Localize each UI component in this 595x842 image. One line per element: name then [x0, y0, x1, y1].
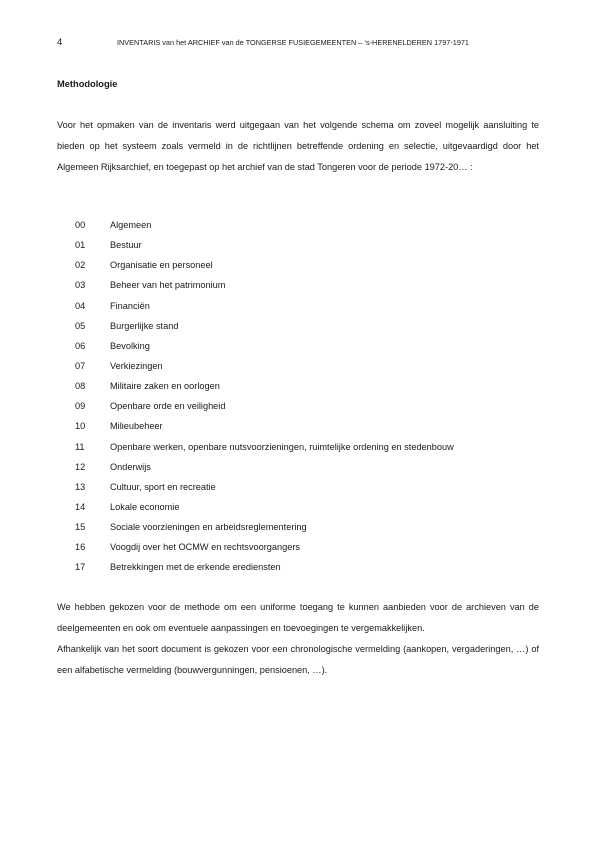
schema-item: [75, 356, 454, 376]
schema-item: [75, 457, 454, 477]
schema-item: [75, 235, 454, 255]
schema-label: Organisatie en personeel: [110, 260, 213, 271]
schema-label: Beheer van het patrimonium: [110, 280, 226, 291]
closing-paragraph: Afhankelijk van het soort document is gekozen voor een chronologische vermelding (aankopen, vergaderingen, …) of een alfabetische vermelding (bouwvergunningen, pensioenen, …).: [57, 644, 539, 675]
schema-code: 13: [75, 481, 86, 492]
schema-code: 12: [75, 461, 86, 472]
schema-item: [75, 275, 454, 295]
schema-item: [75, 557, 454, 577]
schema-item: [75, 396, 454, 416]
schema-label: Betrekkingen met de erkende erediensten: [110, 562, 281, 573]
schema-code: 04: [75, 300, 86, 311]
schema-code: 11: [75, 441, 85, 452]
schema-label: Cultuur, sport en recreatie: [110, 481, 216, 492]
schema-code: 14: [75, 501, 86, 512]
schema-item: [75, 316, 454, 336]
schema-code: 09: [75, 401, 86, 412]
schema-item: [75, 517, 454, 537]
schema-label: Voogdij over het OCMW en rechtsvoorgangers: [110, 542, 300, 553]
schema-label: Milieubeheer: [110, 421, 163, 432]
schema-label: Onderwijs: [110, 461, 151, 472]
schema-label: Lokale economie: [110, 501, 180, 512]
intro-paragraph: Voor het opmaken van de inventaris werd uitgegaan van het volgende schema om zoveel mogelijk aansluiting te bieden op het systeem zoals vermeld in de richtlijnen betreffende ordening en selectie, uitgevaardigd door het Algemeen Rijksarchief, en toegepast op het archief van de stad Tongeren voor de periode 1972-20… :: [57, 120, 539, 172]
schema-label: Bestuur: [110, 240, 142, 251]
schema-item: [75, 437, 454, 457]
schema-list: [75, 215, 454, 578]
schema-label: Sociale voorzieningen en arbeidsreglementering: [110, 522, 307, 533]
schema-label: Openbare werken, openbare nutsvoorzieningen, ruimtelijke ordening en stedenbouw: [110, 441, 454, 452]
schema-label: Verkiezingen: [110, 360, 163, 371]
schema-code: 05: [75, 320, 86, 331]
schema-code: 02: [75, 260, 86, 271]
schema-item: [75, 477, 454, 497]
schema-code: 03: [75, 280, 86, 291]
running-header: INVENTARIS van het ARCHIEF van de TONGERSE FUSIEGEMEENTEN – ‘s-HERENELDEREN 1797-1971: [117, 38, 469, 47]
schema-item: [75, 416, 454, 436]
schema-label: Bevolking: [110, 340, 150, 351]
schema-item: [75, 296, 454, 316]
schema-label: Algemeen: [110, 220, 152, 230]
schema-code: 00: [75, 220, 86, 230]
closing-paragraph: We hebben gekozen voor de methode om een uniforme toegang te kunnen aanbieden voor de archieven van de deelgemeenten en ook om eventuele aanpassingen en toevoegingen te vergemakkelijken.: [57, 602, 539, 633]
schema-item: [75, 537, 454, 557]
page-number: 4: [57, 37, 63, 48]
schema-label: Financiën: [110, 300, 150, 311]
schema-code: 10: [75, 421, 86, 432]
closing-text: [57, 597, 539, 681]
schema-label: Openbare orde en veiligheid: [110, 401, 226, 412]
schema-item: [75, 376, 454, 396]
schema-item: [75, 497, 454, 517]
schema-item: [75, 336, 454, 356]
schema-code: 06: [75, 340, 86, 351]
schema-code: 01: [75, 240, 86, 251]
schema-code: 17: [75, 562, 86, 573]
schema-label: Militaire zaken en oorlogen: [110, 381, 220, 392]
schema-label: Burgerlijke stand: [110, 320, 179, 331]
schema-code: 07: [75, 360, 86, 371]
schema-item: [75, 215, 454, 235]
schema-code: 15: [75, 522, 86, 533]
schema-item: [75, 255, 454, 275]
section-title: Methodologie: [57, 79, 118, 89]
schema-code: 16: [75, 542, 86, 553]
schema-code: 08: [75, 381, 86, 392]
